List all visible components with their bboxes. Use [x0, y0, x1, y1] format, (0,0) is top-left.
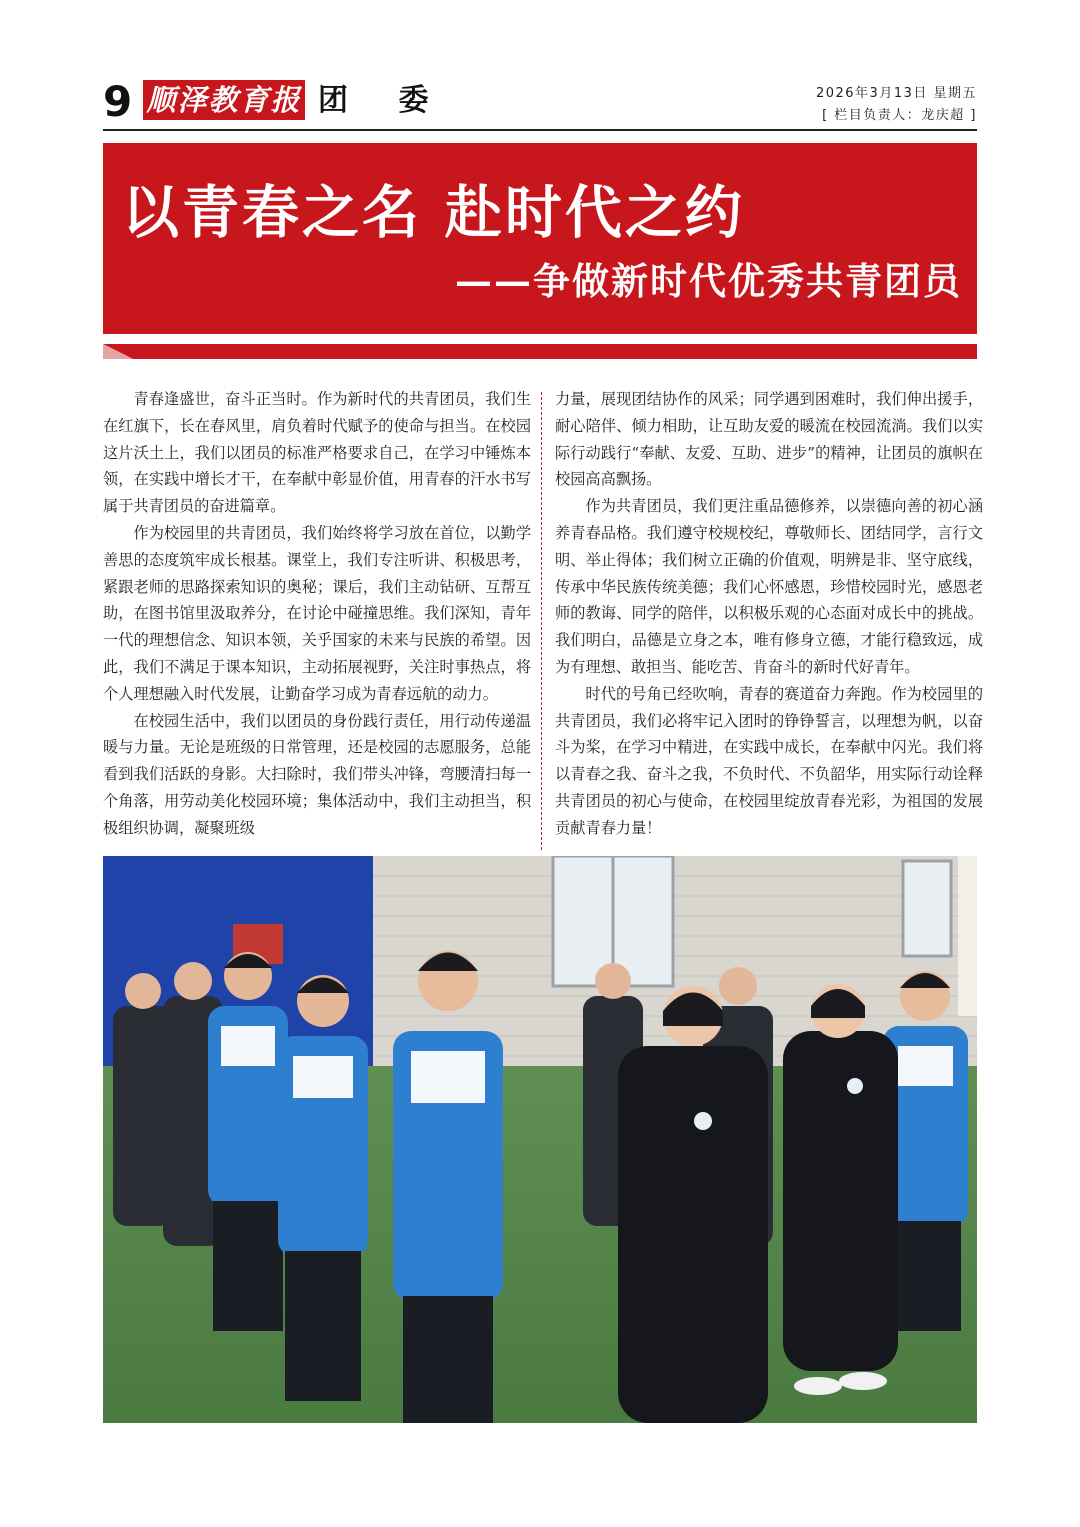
newspaper-logo: 顺泽教育报 [143, 80, 305, 120]
students-group-photo [103, 856, 977, 1423]
banner-underline-decoration [103, 344, 977, 359]
subheadline: ——争做新时代优秀共青团员 [455, 259, 962, 303]
article-column-right [555, 386, 983, 842]
page-number: 9 [103, 77, 133, 126]
column-divider [541, 392, 542, 850]
article-column-left [103, 386, 531, 842]
headline: 以青春之名 赴时代之约 [122, 179, 745, 246]
article-paragraph: 青春逢盛世，奋斗正当时。作为新时代的共青团员，我们生在红旗下，长在春风里，肩负着时代赋予的使命与担当。在校园这片沃土上，我们以团员的标准严格要求自己，在学习中锤炼本领，在实践中增长才干，在奉献中彰显价值，用青春的汗水书写属于共青团员的奋进篇章。 [103, 390, 531, 516]
article-paragraph-continued: 力量，展现团结协作的风采；同学遇到困难时，我们伸出援手，耐心陪伴、倾力相助，让互助友爱的暖流在校园流淌。我们以实际行动践行“奉献、友爱、互助、进步”的精神，让团员的旗帜在校园高高飘扬。 [555, 390, 983, 489]
masthead-divider [103, 129, 977, 131]
article-paragraph: 时代的号角已经吹响，青春的赛道奋力奔跑。作为校园里的共青团员，我们必将牢记入团时的铮铮誓言，以理想为帆，以奋斗为桨，在学习中精进，在实践中成长，在奉献中闪光。我们将以青春之我、奋斗之我，不负时代、不负韶华，用实际行动诠释共青团员的初心与使命，在校园里绽放青春光彩，为祖国的发展贡献青春力量！ [555, 684, 983, 837]
issue-date: 2026年3月13日 星期五 [815, 86, 977, 101]
column-editor: [ 栏目负责人：龙庆超 ] [822, 108, 977, 123]
photo-illustration [103, 856, 977, 1423]
article-paragraph: 在校园生活中，我们以团员的身份践行责任，用行动传递温暖与力量。无论是班级的日常管理，还是校园的志愿服务，总能看到我们活跃的身影。大扫除时，我们带头冲锋，弯腰清扫每一个角落，用劳动美化校园环境；集体活动中，我们主动担当，积极组织协调，凝聚班级 [103, 711, 531, 837]
article-paragraph: 作为校园里的共青团员，我们始终将学习放在首位，以勤学善思的态度筑牢成长根基。课堂上，我们专注听讲、积极思考，紧跟老师的思路探索知识的奥秘；课后，我们主动钻研、互帮互助，在图书馆里汲取养分，在讨论中碰撞思维。我们深知，青年一代的理想信念、知识本领，关乎国家的未来与民族的希望。因此，我们不满足于课本知识，主动拓展视野，关注时事热点，将个人理想融入时代发展，让勤奋学习成为青春远航的动力。 [103, 523, 531, 703]
section-name: 团 委 [318, 83, 449, 118]
article-paragraph: 作为共青团员，我们更注重品德修养，以崇德向善的初心涵养青春品格。我们遵守校规校纪，尊敬师长、团结同学，言行文明、举止得体；我们树立正确的价值观，明辨是非、坚守底线，传承中华民族传统美德；我们心怀感恩，珍惜校园时光，感恩老师的教诲、同学的陪伴，以积极乐观的心态面对成长中的挑战。我们明白，品德是立身之本，唯有修身立德，才能行稳致远，成为有理想、敢担当、能吃苦、肯奋斗的新时代好青年。 [555, 497, 983, 676]
